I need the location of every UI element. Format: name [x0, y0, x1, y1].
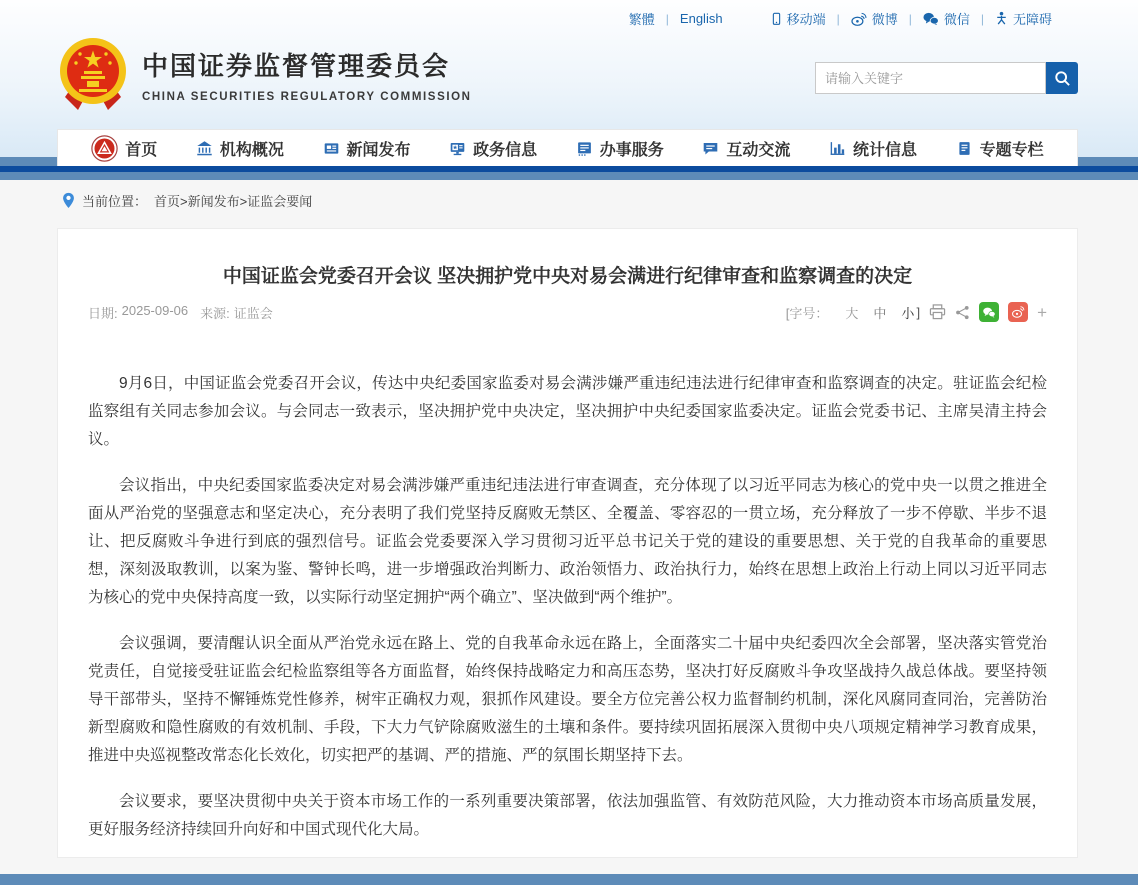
share-wechat-button[interactable] — [979, 302, 999, 322]
article-paragraph-1: 9月6日，中国证监会党委召开会议，传达中央纪委国家监委对易会满涉嫌严重违纪违法进行纪律审查和监察调查的决定。驻证监会纪检监察组有关同志参加会议。与会同志一致表示，坚决拥护党中央决定，坚决拥护中央纪委国家监委决定。证监会党委书记、主席吴清主持会议。 — [88, 375, 1047, 448]
weibo-share-icon — [1011, 305, 1025, 319]
font-size-medium-button[interactable]: 中 — [873, 305, 887, 321]
nav-label-interaction: 互动交流 — [726, 141, 791, 159]
bar-chart-icon — [829, 140, 846, 157]
mobile-site-link[interactable] — [771, 9, 826, 28]
main-nav — [57, 129, 1078, 166]
lang-english-link[interactable]: English — [679, 11, 723, 26]
mobile-icon — [771, 12, 782, 26]
mobile-site-label: 移动端 — [786, 12, 826, 27]
national-emblem-logo — [59, 35, 127, 111]
bank-icon — [196, 140, 213, 157]
nav-label-gov-info: 政务信息 — [473, 141, 538, 159]
nav-label-special-topics: 专题专栏 — [979, 141, 1044, 159]
nav-item-home[interactable] — [91, 135, 157, 162]
csrc-seal-icon — [91, 135, 118, 162]
topbar — [629, 9, 1052, 28]
nav-label-home: 首页 — [125, 141, 158, 159]
breadcrumb — [62, 191, 312, 210]
nav-label-news: 新闻发布 — [346, 141, 411, 159]
article-meta — [88, 303, 273, 322]
nav-item-about[interactable] — [196, 137, 284, 160]
article-date: 2025-09-06 — [121, 302, 189, 318]
more-share-button[interactable]: + — [1037, 302, 1047, 322]
accessibility-link[interactable] — [995, 9, 1052, 28]
site-title-en: CHINA SECURITIES REGULATORY COMMISSION — [142, 91, 472, 103]
navy-divider-bar — [0, 166, 1138, 172]
search-icon — [1054, 70, 1071, 87]
share-button[interactable] — [955, 305, 970, 320]
location-pin-icon — [62, 192, 75, 209]
date-label: 日期: — [88, 305, 118, 321]
source-label: 来源: — [200, 305, 230, 321]
article-body — [88, 370, 1047, 844]
monitor-icon — [449, 140, 466, 157]
search-input[interactable] — [815, 62, 1046, 94]
accessibility-icon — [995, 11, 1008, 26]
breadcrumb-path[interactable]: 首页>新闻发布>证监会要闻 — [154, 194, 313, 209]
print-button[interactable] — [929, 304, 946, 320]
separator: | — [836, 11, 840, 26]
weibo-label: 微博 — [871, 12, 898, 27]
separator: | — [980, 11, 984, 26]
nav-label-services: 办事服务 — [599, 141, 664, 159]
font-size-bracket: ] — [916, 304, 921, 320]
site-title-cn: 中国证券监督管理委员会 — [142, 51, 451, 81]
lang-traditional-link[interactable]: 繁體 — [628, 12, 655, 27]
weibo-link[interactable] — [851, 9, 898, 28]
separator: | — [665, 11, 669, 26]
wechat-share-icon — [982, 306, 996, 319]
font-size-small-button[interactable]: 小 — [901, 305, 915, 321]
wechat-icon — [923, 12, 939, 25]
article-source: 证监会 — [233, 305, 273, 321]
accessibility-label: 无障碍 — [1012, 12, 1052, 27]
article-paragraph-3: 会议强调，要清醒认识全面从严治党永远在路上、党的自我革命永远在路上，全面落实二十届中央纪委四次全会部署，坚决落实管党治党责任，自觉接受驻证监会纪检监察组等各方面监督，始终保持战略定力和高压态势，坚决打好反腐败斗争攻坚战持久战总体战。要坚持领导干部带头，坚持不懈锤炼党性修养，树牢正确权力观，狠抓作风建设。要全方位完善公权力监督制约机制，深化风腐同查同治，完善防治新型腐败和隐性腐败的有效机制、手段，下大力气铲除腐败滋生的土壤和条件。要持续巩固拓展深入贯彻中央八项规定精神学习教育成果，推进中央巡视整改常态化长效化，切实把严的基调、严的措施、严的氛围长期坚持下去。 — [88, 635, 1047, 764]
font-size-label: [字号： — [785, 305, 829, 321]
nav-label-statistics: 统计信息 — [853, 141, 918, 159]
nav-item-gov-info[interactable] — [449, 137, 537, 160]
document-icon — [956, 140, 973, 157]
search-button[interactable] — [1046, 62, 1078, 94]
article-meta-row — [88, 302, 1047, 322]
wechat-label: 微信 — [943, 12, 970, 27]
wechat-link[interactable] — [923, 9, 970, 28]
nav-item-statistics[interactable] — [829, 137, 917, 160]
breadcrumb-label: 当前位置： — [82, 194, 148, 209]
article-container — [57, 228, 1078, 858]
nav-item-special-topics[interactable] — [956, 137, 1044, 160]
article-title: 中国证监会党委召开会议 坚决拥护党中央对易会满进行纪律审查和监察调查的决定 — [222, 266, 913, 287]
nav-item-services[interactable] — [576, 137, 664, 160]
article-tools — [786, 302, 1047, 322]
newspaper-icon — [323, 140, 340, 157]
footer-bar — [0, 874, 1138, 885]
site-title-block — [142, 46, 472, 103]
nav-label-about: 机构概况 — [219, 141, 284, 159]
service-list-icon — [576, 140, 593, 157]
share-weibo-button[interactable] — [1008, 302, 1028, 322]
nav-item-news[interactable] — [323, 137, 411, 160]
article-paragraph-4: 会议要求，要坚决贯彻中央关于资本市场工作的一系列重要决策部署，依法加强监管、有效防范风险，大力推动资本市场高质量发展，更好服务经济持续回升向好和中国式现代化大局。 — [88, 793, 1047, 838]
weibo-icon — [851, 12, 867, 26]
separator: | — [908, 11, 912, 26]
nav-item-interaction[interactable] — [702, 137, 790, 160]
article-paragraph-2: 会议指出，中央纪委国家监委决定对易会满涉嫌严重违纪违法进行审查调查，充分体现了以习近平同志为核心的党中央一以贯之推进全面从严治党的坚强意志和坚定决心，充分表明了我们党坚持反腐败无禁区、全覆盖、零容忍的一贯立场，充分释放了一步不停歇、半步不退让、把反腐败斗争进行到底的强烈信号。证监会党委要深入学习贯彻习近平总书记关于党的建设的重要思想、关于党的自我革命的重要思想，深刻汲取教训，以案为鉴、警钟长鸣，进一步增强政治判断力、政治领悟力、政治执行力，始终在思想上政治上行动上同以习近平同志为核心的党中央保持高度一致，以实际行动坚定拥护“两个确立”、坚决做到“两个维护”。 — [88, 477, 1047, 606]
chat-bubble-icon — [702, 140, 719, 157]
site-search — [815, 62, 1078, 94]
font-size-large-button[interactable]: 大 — [845, 305, 859, 321]
